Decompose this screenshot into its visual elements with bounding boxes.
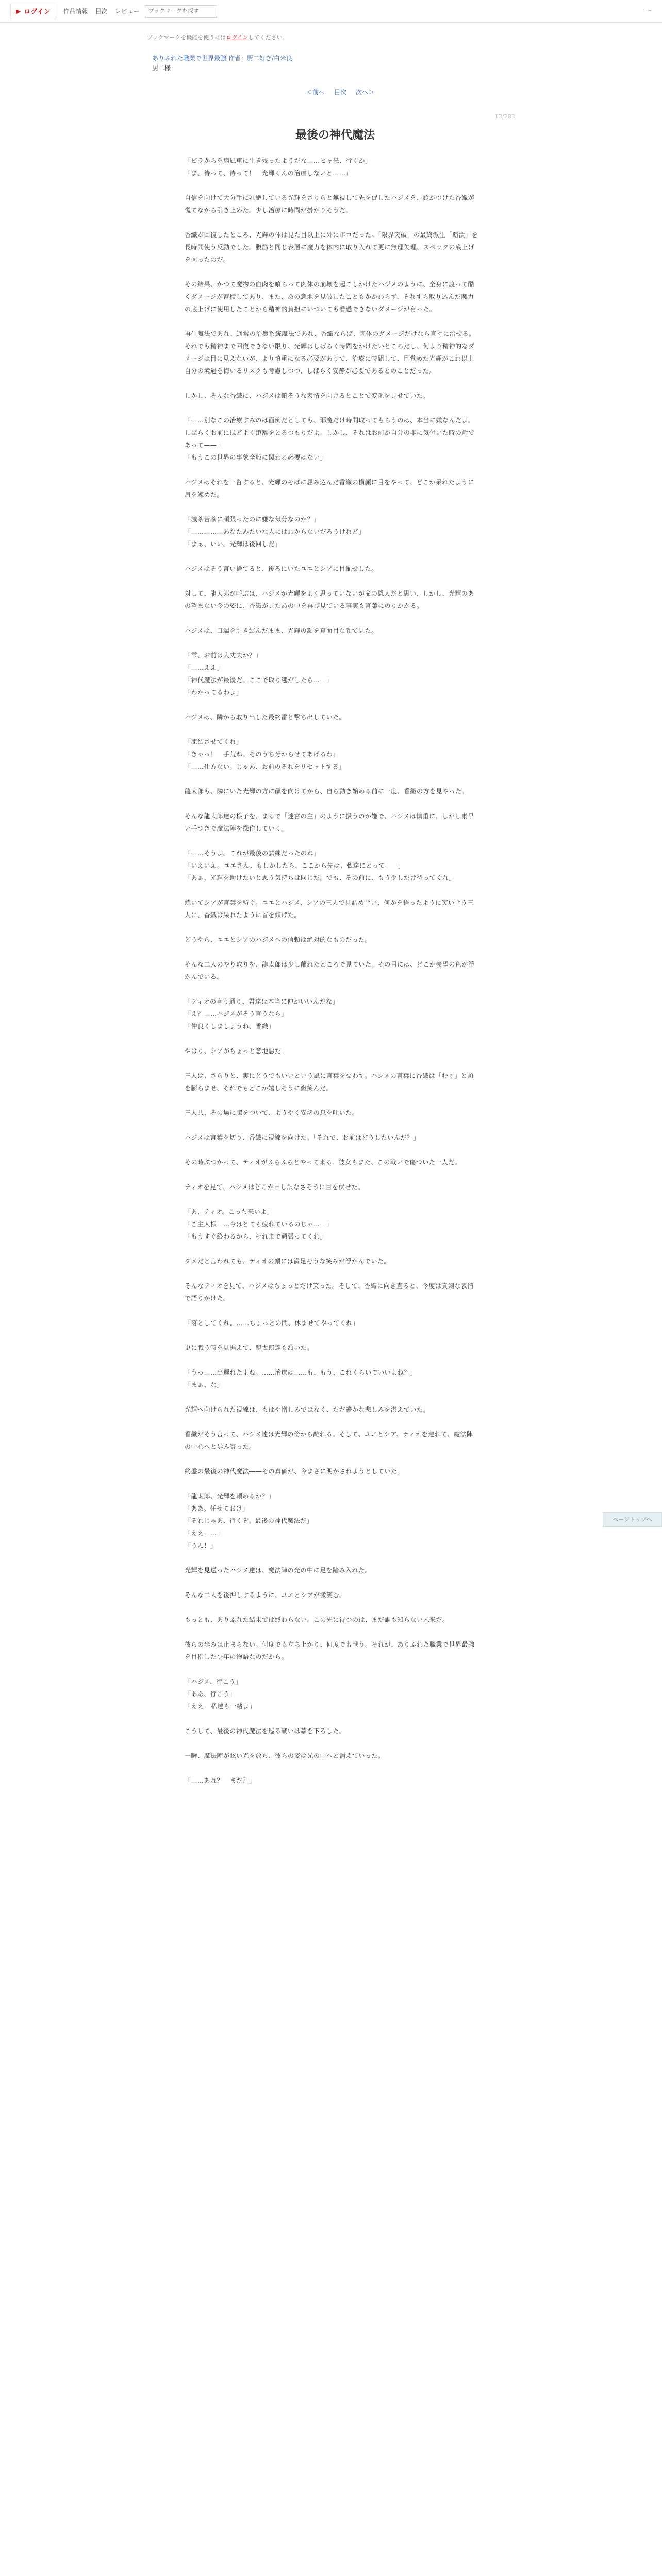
story-paragraph: 「……そうよ。これが最後の試練だったのね」 「いえいえ。ユエさん、もしかしたら、ここから先は、私達にとって――」 「あぁ、光輝を助けたいと思う気持ちは同じだ。でも、その前に、もう少しだけ待ってくれ」 — [185, 850, 455, 882]
story-paragraph: 続いてシアが言葉を紡ぐ。ユエとハジメ、シアの三人で見詰め合い、何かを悟ったように笑い合う三人に、香織は呆れたように首を傾げた。 — [185, 899, 474, 919]
story-paragraph: 彼らの歩みは止まらない。何度でも立ち上がり、何度でも戦う。それが、ありふれた職業で世界最強を目指した少年の物語なのだから。 — [185, 1641, 475, 1660]
story-paragraph: 香織がそう言って、ハジメ達は光輝の傍から離れる。そして、ユエとシア、ティオを連れて、魔法陣の中心へと歩み寄った。 — [185, 1431, 473, 1450]
story-paragraph: 「龍太郎、光輝を頼めるか？」 「ああ。任せておけ」 「それじゃあ、行くぞ。最後の神代魔法だ」 「ええ……」 「うん！」 — [185, 1493, 313, 1549]
bookmark-notice — [147, 33, 456, 43]
login-icon: ▶ — [16, 7, 21, 15]
nav-item-toc[interactable]: 目次 — [95, 8, 108, 15]
story-paragraph: 「ティオの言う通り、君達は本当に仲がいいんだな」 「え？……ハジメがそう言うなら」 「仲良くしましょうね、香織」 — [185, 998, 339, 1030]
story-paragraph: 光輝を見送ったハジメ達は、魔法陣の光の中に足を踏み入れた。 — [185, 1567, 372, 1574]
story-paragraph: そんな二人を後押しするように、ユエとシアが微笑む。 — [185, 1591, 346, 1599]
nav-item-review[interactable]: レビュー — [114, 8, 140, 15]
nav-item-work-info[interactable]: 作品情報 — [63, 8, 88, 15]
story-paragraph: 「……あれ？ まだ？」 — [185, 1777, 256, 1784]
login-label: ログイン — [24, 8, 51, 16]
story-paragraph: その結果、かつて魔物の血肉を喰らって肉体の崩壊を起こしかけたハジメのように、全身に渡って酷くダメージが蓄積してあり、また、あの意地を見破したこともかかわらず、それすら取り込んだ魔力の底上げに使用したことから精神的負担にいついても看過できないダメージが有った。 — [185, 281, 475, 313]
story-paragraph: 終盤の最後の神代魔法――その真価が、今まさに明かされようとしていた。 — [185, 1468, 404, 1475]
story-paragraph: ハジメはそれを一瞥すると、光輝のそばに屈み込んだ香織の横顔に目をやって、どこか呆れたように肩を竦めた。 — [185, 479, 474, 498]
series-meta: 作者：厨二好き/白米良 — [228, 55, 292, 62]
page-number: 13/283 — [495, 113, 515, 120]
story-paragraph: しかし、そんな香織に、ハジメは鎮そうな表情を向けるとことで変化を見せていた。 — [185, 392, 429, 399]
story-paragraph: ダメだと言われても、ティオの顔には満足そうな笑みが浮かんでいた。 — [185, 1258, 391, 1265]
page-top-button[interactable]: ページトップへ — [603, 1512, 662, 1527]
series-title-link[interactable]: ありふれた職業で世界最強 — [152, 55, 227, 62]
story-paragraph: 三人は、さらりと、実にどうでもいいという風に言葉を交わす。ハジメの言葉に香織は「むぅ」と頬を膨らませ、それでもどこか嬉しそうに微笑んだ。 — [185, 1072, 474, 1092]
story-paragraph: やはり、シアがちょっと意地悪だ。 — [185, 1047, 288, 1055]
chapter-pager — [289, 88, 392, 96]
story-paragraph: 一瞬、魔法陣が眩い光を放ち、彼らの姿は光の中へと消えていった。 — [185, 1752, 385, 1759]
story-paragraph: 「凍結させてくれ」 「きゃっ！ 手荒ね。そのうち分からせてあげるわ」 「……仕方ない。じゃあ、お前のそれをリセットする」 — [185, 738, 345, 770]
story-paragraph: 「ビラからを扇風車に生き残ったようだな……ヒャ来、行くか」 「ま、待って、待って！ 光輝くんの治療しないと……」 — [185, 157, 372, 177]
story-paragraph: 「うっ……出遅れたよね。……治療は……も、もう、これくらいでいいよね？」 「まぁ、な」 — [185, 1369, 417, 1388]
chapter-body — [185, 155, 478, 1799]
story-paragraph: どうやら、ユエとシアのハジメへの信頼は絶対的なものだった。 — [185, 936, 372, 943]
story-paragraph: 「雫、お前は大丈夫か？」 「……ええ」 「神代魔法が最後だ。ここで取り逃がしたら……」 「わかってるわよ」 — [185, 652, 333, 696]
login-button[interactable] — [10, 4, 56, 19]
story-paragraph: ハジメは言葉を切り、香織に視線を向けた。「それで、お前はどうしたいんだ？」 — [185, 1134, 420, 1141]
story-paragraph: 「落としてくれ。……ちょっとの間、休ませてやってくれ」 — [185, 1319, 359, 1327]
story-paragraph: そんなティオを見て、ハジメはちょっとだけ笑った。そして、香織に向き直ると、今度は真剣な表情で語りかけた。 — [185, 1282, 474, 1302]
story-paragraph: ティオを見て、ハジメはどこか申し訳なさそうに目を伏せた。 — [185, 1183, 365, 1191]
story-paragraph: ハジメは、隣から取り出した最終雷と撃ち出していた。 — [185, 714, 346, 721]
author-name[interactable]: 厨二様 — [152, 64, 171, 72]
story-paragraph: 龍太郎も、隣にいた光輝の方に顔を向けてから、自ら動き始める前に一度、香織の方を見やった。 — [185, 788, 469, 795]
story-paragraph: そんな龍太郎達の様子を、まるで「迷宮の主」のように扱うのが嫌で、ハジメは慎重に、しかし素早い手つきで魔法陣を操作していく。 — [185, 812, 474, 832]
bookmark-notice-prefix: ブックマークを機能を使うには — [147, 34, 226, 41]
story-paragraph: 「滅茶苦茶に頑張ったのに嫌な気分なのか？」 「……………あなたみたいな人にはわからないだろうけれど」 「まぁ、いい。光輝は後回しだ」 — [185, 516, 366, 548]
chapter-title: 最後の神代魔法 — [295, 128, 375, 142]
bookmark-login-link[interactable]: ログイン — [226, 34, 249, 41]
header-right-menu[interactable]: ー — [645, 7, 652, 14]
series-info — [152, 54, 441, 73]
site-header — [0, 0, 662, 23]
story-paragraph: ハジメはそう言い捨てると、後ろにいたユエとシアに目配せした。 — [185, 565, 378, 572]
story-paragraph: その時ぶつかって、ティオがふらふらとやって来る。彼女もまた、この戦いで傷ついた一人だ。 — [185, 1159, 461, 1166]
story-paragraph: 光輝へ向けられた視線は、もはや憎しみではなく、ただ静かな悲しみを湛えていた。 — [185, 1406, 429, 1413]
story-paragraph: 再生魔法であれ、通常の治癒系統魔法であれ、香織ならば、肉体のダメージだけなら直ぐに治せる。それでも精神まで回復できない限り、光輝はしばらく時間をかけたいところだし、何より精神的なダメージは目に見えないが、より慎重になる必要がありで、治療に時間して、目覚めた光輝がこれ以上自分の境遇を悔いるリスクも考慮しつつ、しばらく安静が必要であるとのことだった。 — [185, 330, 475, 375]
story-paragraph: 香織が回復したところ、光輝の体は見た目以上に外にボロだった。「限界突破」の最終派生「覇潰」を長時間使う反動でした。腹筋と同じ表層に魔力を体内に取り入れて更に無理矢理、スペックの底上げを図ったのだ。 — [185, 231, 478, 263]
search-input[interactable] — [145, 5, 217, 18]
prev-chapter-link[interactable]: ＜前へ — [306, 89, 325, 96]
bookmark-notice-suffix: してください。 — [248, 34, 288, 41]
header-nav — [63, 7, 140, 15]
story-paragraph: 自信を向けて大分手に乳絶している光輝をさりらと無視して先を促したハジメを、鈴がつけた香織が慌てながら引き止めた。少し治療に時間が掛かりそうだ。 — [185, 194, 475, 214]
story-paragraph: 三人共、その場に膝をついて、ようやく安堵の息を吐いた。 — [185, 1109, 359, 1116]
story-paragraph: 「ハジメ、行こう」 「ああ、行こう」 「ええ。私達も一緒よ」 — [185, 1678, 256, 1710]
toc-link[interactable]: 目次 — [334, 89, 346, 96]
story-paragraph: そんな二人のやり取りを、龍太郎は少し離れたところで見ていた。その目には、どこか羨望の色が浮かんでいる。 — [185, 961, 475, 980]
story-paragraph: もっとも、ありふれた結末では終わらない。この先に待つのは、まだ誰も知らない未来だ。 — [185, 1616, 449, 1623]
story-paragraph: こうして、最後の神代魔法を巡る戦いは幕を下ろした。 — [185, 1727, 346, 1735]
story-paragraph: 対して、龍太郎が呼ぶは、ハジメが光輝をよく思っていないが命の恩人だと思い、しかし、光輝のあの望まない今の姿に、香織が見たあの中を再び見ている事実も言葉にのりかかる。 — [185, 590, 474, 609]
story-paragraph: 「……別なこの治療すみのは面倒だとしても、邪魔だけ時間取ってもらうのは、本当に嫌なんだよ。しばらくお前にほどよく距離をとるつもりだよ。しかし、それはお前が自分の非に気付いた時の話であって——」 「もうこの世界の事象全般に関わる必要はない」 — [185, 417, 475, 461]
story-paragraph: 更に戦う時を見据えて、龍太郎達も頷いた。 — [185, 1344, 313, 1351]
story-paragraph: 「あ、ティオ。こっち来いよ」 「ご主人様……今はとても疲れているのじゃ……」 「もうすぐ終わるから、それまで頑張ってくれ」 — [185, 1208, 333, 1240]
story-paragraph: ハジメは、口端を引き結んだまま、光輝の額を真面目な顔で見た。 — [185, 627, 378, 634]
next-chapter-link[interactable]: 次へ＞ — [356, 89, 375, 96]
